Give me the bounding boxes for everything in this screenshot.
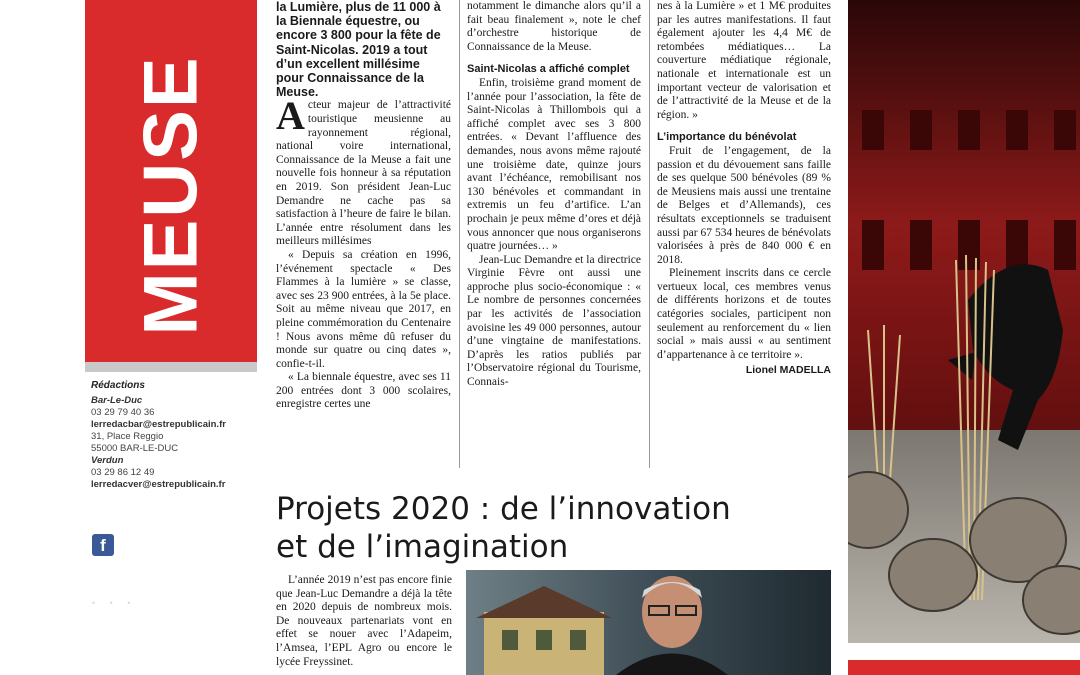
office-phone: 03 29 79 40 36 [91, 407, 155, 418]
headline-line: Projets 2020 : de l’innovation [276, 491, 731, 527]
section-band [85, 0, 257, 372]
paragraph: « La biennale équestre, avec ses 11 200 entrées dont 3 000 scolaires, enregistre certes une [276, 371, 451, 411]
paragraph: Enfin, troisième grand moment de l’année pour l’association, la fête de Saint-Nicolas à Thillombois qui a affiché complet avec ses 3 800 entrées. « Devant l’affluence des demandes, nous avons même rajouté une troisième date, quinze jours avant l’échéance, remobilisant nos 130 bénévoles et commandant in extremis un feu d’artifice. L’an prochain je peux même d’ores et déjà vous annoncer que nous organiserons quatre journées… » [467, 76, 641, 253]
article-headline [276, 490, 836, 566]
color-strip [848, 660, 1080, 675]
contacts-heading: Rédactions [91, 380, 145, 391]
article-chapo: la Lumière, plus de 11 000 à la Biennale équestre, ou encore 3 800 pour la fête de Saint-Nicolas. 2019 a tout d’un excellent millésime pour Connaissance de la Meuse. [276, 0, 441, 100]
portrait-photo-illustration [466, 570, 831, 675]
article-column-3 [657, 0, 831, 378]
subheading: L’importance du bénévolat [657, 131, 797, 144]
subheading: Saint-Nicolas a affiché complet [467, 63, 630, 76]
headline-line: et de l’imagination [276, 529, 569, 565]
author-signature: Lionel MADELLA [745, 364, 831, 377]
paragraph: Acteur majeur de l’attractivité touristique meusienne au rayonnement régional, national voire international, Connaissance de la Meuse a fait une nouvelle fois honneur à sa réputation en 2019. Son président Jean-Luc Demandre ne cache pas sa satisfaction à l’heure de faire le bilan. L’année entre résolument dans les meilleurs millésimes [276, 93, 451, 248]
office-postcode: 55000 BAR-LE-DUC [91, 443, 179, 454]
event-photo [848, 0, 1080, 643]
office-city: Verdun [91, 455, 124, 466]
paragraph: Fruit de l’engagement, de la passion et du dévouement sans faille de ses quelque 500 bénévoles (89 % de Meusiens mais aussi une trentaine de Belges et d’Allemands), ces résultats exceptionnels se traduisent aussi par 67 534 heures de bénévolats valorisées à près de 840 000 € en 2018. [657, 144, 831, 266]
office-address: 31, Place Reggio [91, 431, 164, 442]
column-rule [459, 0, 460, 468]
office-city: Bar-Le-Duc [91, 395, 143, 406]
article-column-1 [276, 0, 451, 412]
portrait-photo [466, 570, 831, 675]
office-phone: 03 29 86 12 49 [91, 467, 155, 478]
paragraph: L’année 2019 n’est pas encore finie que Jean-Luc Demandre a déjà la tête en 2020 depuis de nombreux mois. De nouveaux partenariats vont en effet se nouer avec l’Adapeim, l’Amsea, l’EPL Agro ou encore le lycée Freyssinet. [276, 574, 452, 668]
paragraph: notamment le dimanche alors qu’il a fait beau finalement », note le chef d’orchestre historique de Connaissance de la Meuse. [467, 0, 641, 53]
paragraph: Pleinement inscrits dans ce cercle vertueux local, ces membres venus de différents horizons et de toutes catégories sociales, participent non seulement au renforcement du « lien social » mais aussi « au sentiment d’appartenance à ce territoire ». [657, 267, 831, 361]
paragraph: « Depuis sa création en 1996, l’événement spectacle « Des Flammes à la lumière » se classe, avec ses 23 900 entrées, à la 5e place. Soit au même niveau que 2017, en pleine commémoration du Centenaire ! Nous avons même dû refuser du monde sur quatre ou cinq dates », confie-t-il. [276, 248, 451, 370]
drop-cap: A [276, 93, 305, 139]
dot-separator: • • • [92, 598, 137, 608]
article2-column [276, 574, 452, 669]
paragraph: nes à la Lumière » et 1 M€ produites par les autres manifestations. Il faut également ajouter les 4,4 M€ de retombées médiatiques… La couverture médiatique régionale, nationale et internationale est un important vecteur de valorisation et de l’attractivité de la Meuse et de la région. » [657, 0, 831, 121]
column-rule [649, 0, 650, 468]
contacts-block [91, 380, 256, 491]
section-label: MEUSE [128, 54, 214, 336]
paragraph: Jean-Luc Demandre et la directrice Virginie Fèvre ont aussi une approche plus socio-économique : « Le nombre de personnes concernées par les activités de l’association avoisine les 49 000 personnes, autour d’une vingtaine de manifestations. D’après les ratios publiés par l’Observatoire régional du Tourisme, Connais- [467, 253, 641, 389]
article-column-2 [467, 0, 641, 390]
event-photo-illustration [848, 0, 1080, 643]
section-label-wrap [85, 30, 257, 360]
office-email[interactable]: lerredacver@estrepublicain.fr [91, 479, 226, 490]
facebook-icon[interactable]: f [92, 534, 114, 556]
section-divider [85, 362, 257, 372]
office-email[interactable]: lerredacbar@estrepublicain.fr [91, 419, 226, 430]
